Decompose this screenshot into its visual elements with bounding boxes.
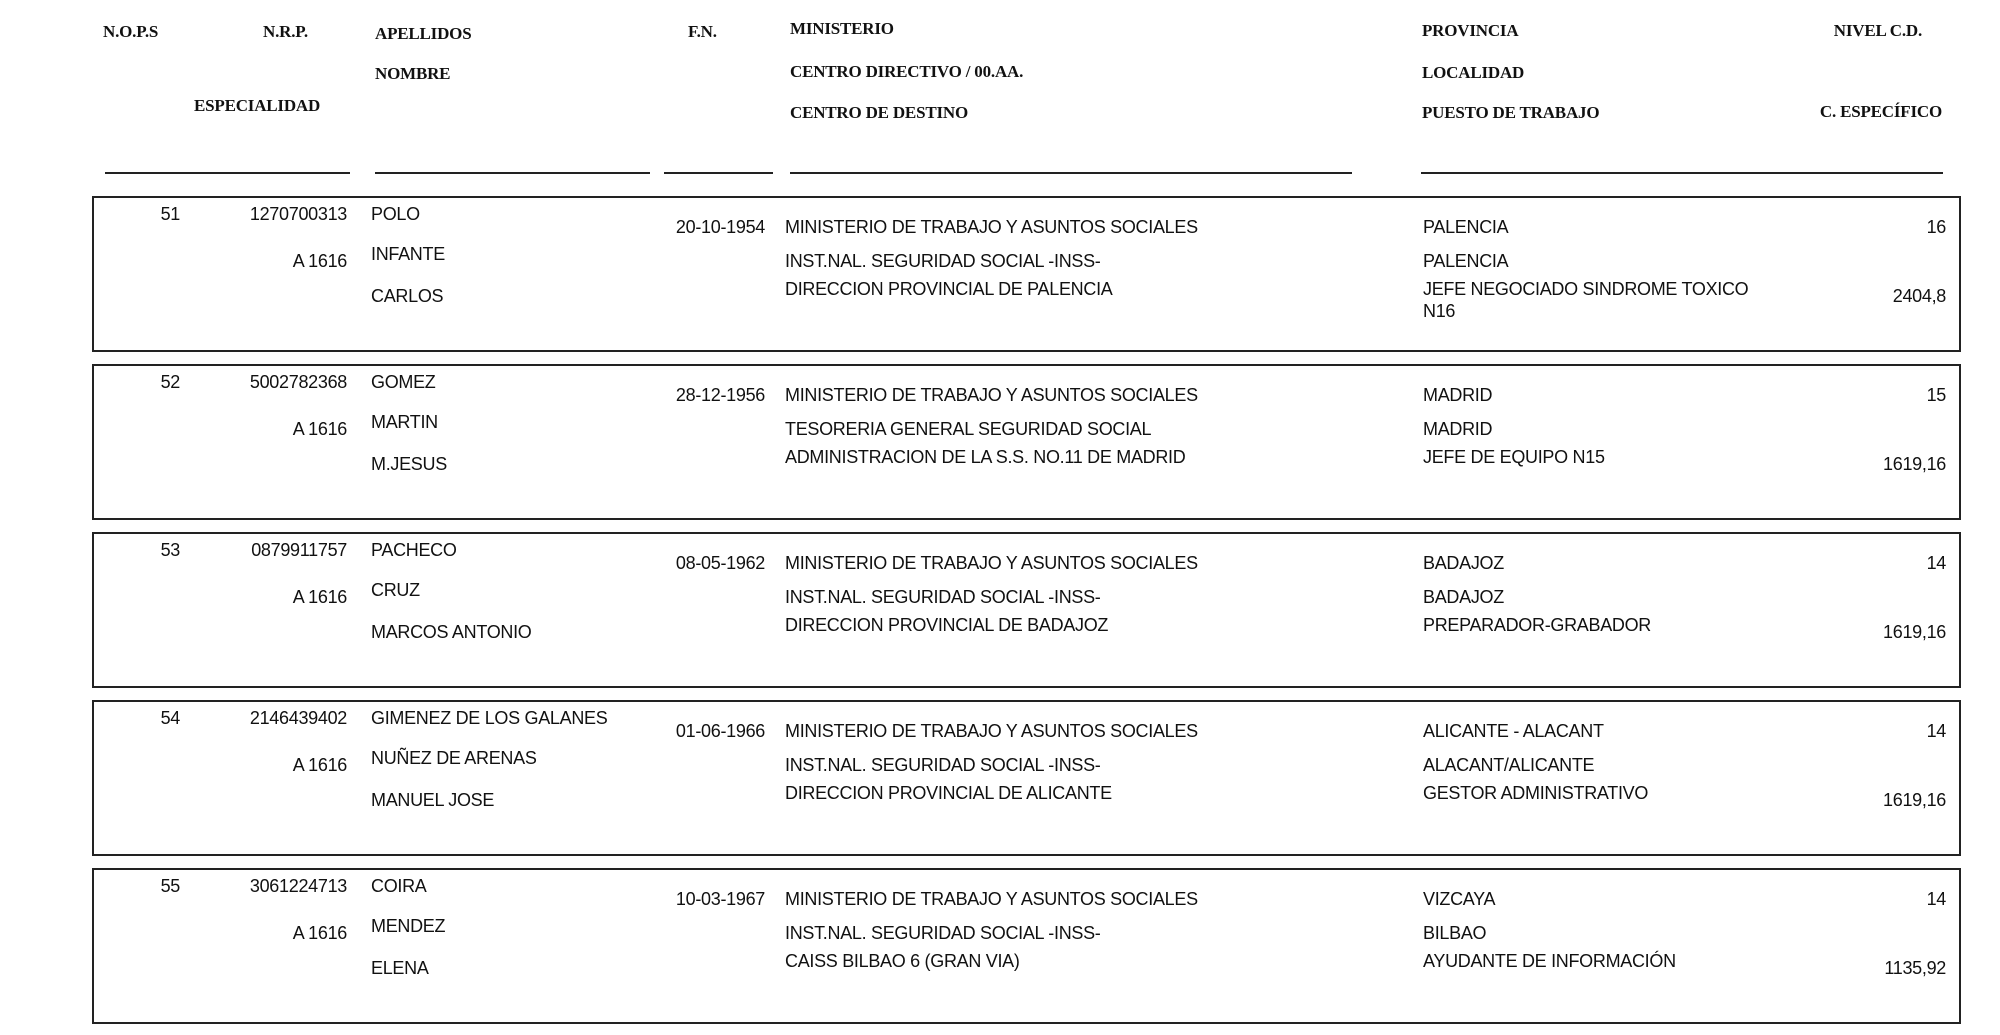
header-underline (375, 172, 650, 174)
destination-center: DIRECCION PROVINCIAL DE ALICANTE (785, 783, 1112, 803)
birth-date: 28-12-1956 (675, 385, 765, 405)
header-nops: N.O.P.S (103, 22, 159, 41)
ministry: MINISTERIO DE TRABAJO Y ASUNTOS SOCIALES (785, 385, 1198, 405)
province: ALICANTE - ALACANT (1423, 721, 1604, 741)
province: BADAJOZ (1423, 553, 1504, 573)
locality: BADAJOZ (1423, 587, 1504, 607)
specialty: A 1616 (292, 587, 347, 607)
birth-date: 08-05-1962 (675, 553, 765, 573)
specialty: A 1616 (292, 923, 347, 943)
province: VIZCAYA (1423, 889, 1496, 909)
second-surname: NUÑEZ DE ARENAS (371, 748, 537, 768)
locality: ALACANT/ALICANTE (1423, 755, 1595, 775)
directive-center: INST.NAL. SEGURIDAD SOCIAL -INSS- (785, 587, 1101, 607)
nops-cell: 52 (160, 372, 180, 392)
record-row (92, 700, 1961, 856)
province: PALENCIA (1423, 217, 1509, 237)
job-position-continued: N16 (1423, 301, 1456, 321)
header-underline (664, 172, 773, 174)
destination-center: CAISS BILBAO 6 (GRAN VIA) (785, 951, 1020, 971)
job-position: JEFE DE EQUIPO N15 (1423, 447, 1605, 467)
header-underline (1421, 172, 1943, 174)
second-surname: INFANTE (371, 244, 445, 264)
record-row (92, 196, 1961, 352)
nops-cell: 54 (160, 708, 180, 728)
ministry: MINISTERIO DE TRABAJO Y ASUNTOS SOCIALES (785, 553, 1198, 573)
header-especialidad: ESPECIALIDAD (194, 96, 321, 115)
first-surname: GOMEZ (371, 372, 436, 392)
specialty: A 1616 (292, 419, 347, 439)
header-localidad: LOCALIDAD (1422, 63, 1525, 82)
job-position: JEFE NEGOCIADO SINDROME TOXICO (1423, 279, 1749, 299)
specific-complement: 1135,92 (1884, 958, 1946, 978)
job-position: GESTOR ADMINISTRATIVO (1423, 783, 1649, 803)
level: 15 (1926, 385, 1946, 405)
job-position: AYUDANTE DE INFORMACIÓN (1423, 951, 1676, 971)
province: MADRID (1423, 385, 1493, 405)
ministry: MINISTERIO DE TRABAJO Y ASUNTOS SOCIALES (785, 889, 1198, 909)
header-nombre: NOMBRE (375, 64, 451, 83)
specific-complement: 1619,16 (1883, 622, 1946, 642)
nops-cell: 55 (160, 876, 180, 896)
ministry: MINISTERIO DE TRABAJO Y ASUNTOS SOCIALES (785, 217, 1198, 237)
specialty: A 1616 (292, 755, 347, 775)
level: 14 (1926, 721, 1946, 741)
first-surname: POLO (371, 204, 420, 224)
first-name: ELENA (371, 958, 429, 978)
specialty: A 1616 (292, 251, 347, 271)
nrp-cell: 5002782368 (249, 372, 347, 392)
locality: BILBAO (1423, 923, 1487, 943)
header-centro-destino: CENTRO DE DESTINO (790, 103, 968, 122)
nrp-cell: 1270700313 (249, 204, 347, 224)
header-fn: F.N. (688, 22, 717, 41)
job-position: PREPARADOR-GRABADOR (1423, 615, 1652, 635)
record-row (92, 532, 1961, 688)
first-surname: COIRA (371, 876, 427, 896)
second-surname: CRUZ (371, 580, 420, 600)
first-name: M.JESUS (371, 454, 447, 474)
header-underline (105, 172, 350, 174)
level: 14 (1926, 889, 1946, 909)
header-nrp: N.R.P. (263, 22, 308, 41)
destination-center: DIRECCION PROVINCIAL DE PALENCIA (785, 279, 1113, 299)
directive-center: INST.NAL. SEGURIDAD SOCIAL -INSS- (785, 755, 1101, 775)
record-row (92, 868, 1961, 1024)
level: 16 (1926, 217, 1946, 237)
header-apellidos: APELLIDOS (375, 24, 472, 43)
specific-complement: 1619,16 (1883, 454, 1946, 474)
birth-date: 10-03-1967 (675, 889, 765, 909)
second-surname: MARTIN (371, 412, 438, 432)
header-puesto: PUESTO DE TRABAJO (1422, 103, 1600, 122)
header-provincia: PROVINCIA (1422, 21, 1519, 40)
directive-center: INST.NAL. SEGURIDAD SOCIAL -INSS- (785, 251, 1101, 271)
ministry: MINISTERIO DE TRABAJO Y ASUNTOS SOCIALES (785, 721, 1198, 741)
nops-cell: 53 (160, 540, 180, 560)
specific-complement: 1619,16 (1883, 790, 1946, 810)
directive-center: INST.NAL. SEGURIDAD SOCIAL -INSS- (785, 923, 1101, 943)
birth-date: 20-10-1954 (675, 217, 765, 237)
header-ministerio: MINISTERIO (790, 19, 894, 38)
nrp-cell: 2146439402 (249, 708, 347, 728)
first-surname: PACHECO (371, 540, 457, 560)
second-surname: MENDEZ (371, 916, 446, 936)
record-row (92, 364, 1961, 520)
locality: PALENCIA (1423, 251, 1509, 271)
directive-center: TESORERIA GENERAL SEGURIDAD SOCIAL (785, 419, 1152, 439)
first-name: CARLOS (371, 286, 444, 306)
destination-center: DIRECCION PROVINCIAL DE BADAJOZ (785, 615, 1109, 635)
birth-date: 01-06-1966 (675, 721, 765, 741)
first-surname: GIMENEZ DE LOS GALANES (371, 708, 608, 728)
nrp-cell: 3061224713 (249, 876, 347, 896)
first-name: MARCOS ANTONIO (371, 622, 532, 642)
specific-complement: 2404,8 (1892, 286, 1946, 306)
nrp-cell: 0879911757 (251, 540, 347, 560)
header-underline (790, 172, 1352, 174)
locality: MADRID (1423, 419, 1493, 439)
level: 14 (1926, 553, 1946, 573)
destination-center: ADMINISTRACION DE LA S.S. NO.11 DE MADRID (785, 447, 1186, 467)
header-nivel: NIVEL C.D. (1833, 21, 1922, 40)
header-especifico: C. ESPECÍFICO (1819, 102, 1942, 121)
header-centro-directivo: CENTRO DIRECTIVO / 00.AA. (790, 62, 1024, 81)
nops-cell: 51 (160, 204, 180, 224)
first-name: MANUEL JOSE (371, 790, 495, 810)
